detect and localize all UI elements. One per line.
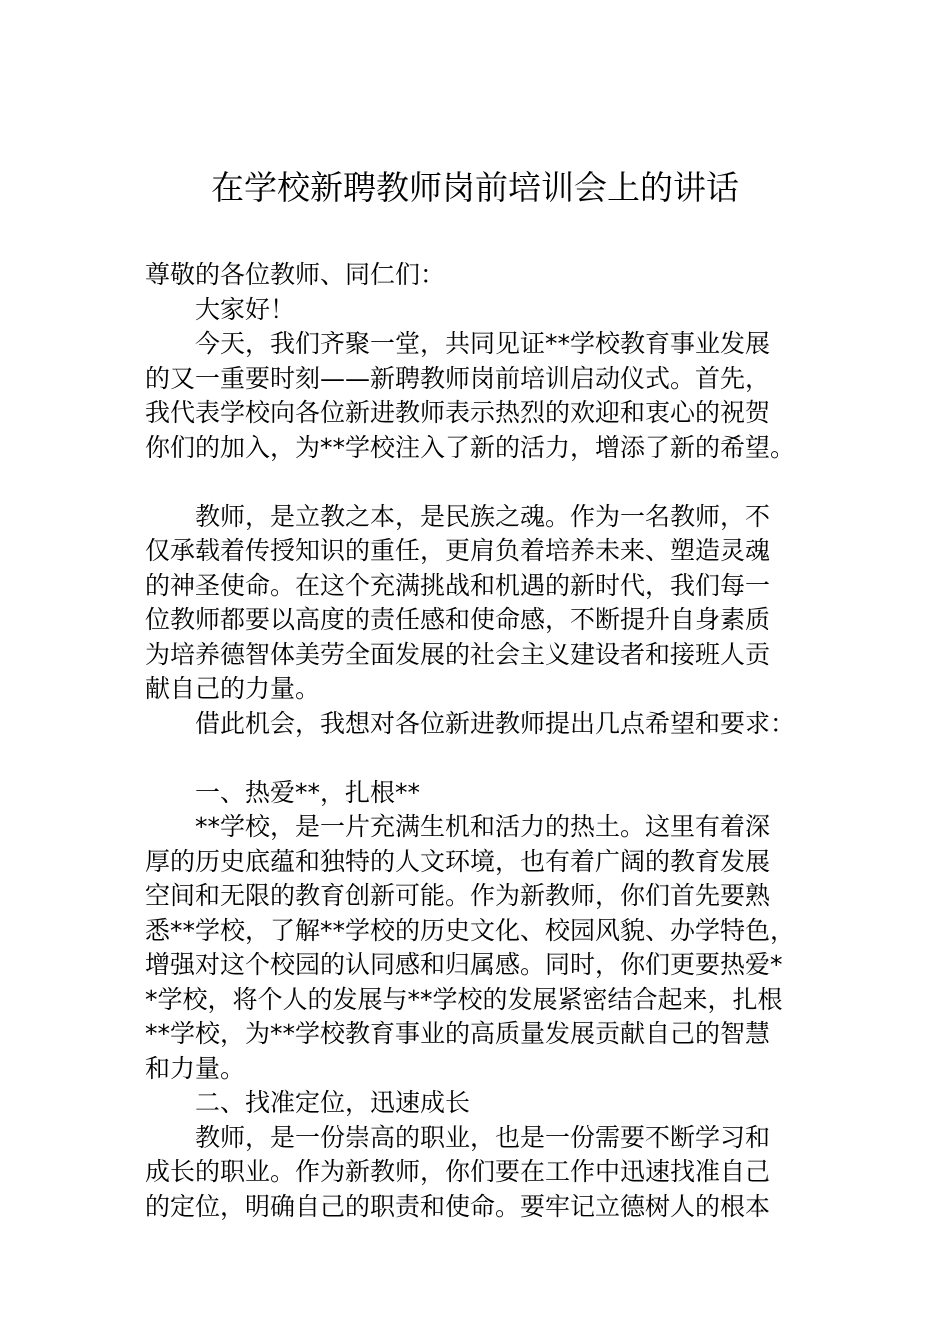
paragraph-line: 教师，是一份崇高的职业，也是一份需要不断学习和	[195, 1122, 771, 1152]
paragraph-line: 和力量。	[145, 1053, 246, 1083]
paragraph-line: 今天，我们齐聚一堂，共同见证**学校教育事业发展	[195, 329, 771, 358]
paragraph-line: 献自己的力量。	[145, 674, 321, 703]
paragraph-line: 位教师都要以高度的责任感和使命感，不断提升自身素质	[145, 605, 771, 634]
document-title: 在学校新聘教师岗前培训会上的讲话	[211, 168, 739, 207]
paragraph-line: 悉**学校，了解**学校的历史文化、校园风貌、办学特色，	[145, 915, 796, 945]
paragraph-line: 的又一重要时刻——新聘教师岗前培训启动仪式。首先，	[145, 363, 771, 393]
paragraph-line: 教师，是立教之本，是民族之魂。作为一名教师，不	[195, 501, 771, 531]
section-heading-1: 一、热爱**，扎根**	[195, 777, 421, 807]
paragraph-line: *学校，将个人的发展与**学校的发展紧密结合起来，扎根	[145, 984, 783, 1014]
paragraph-line: 的神圣使命。在这个充满挑战和机遇的新时代，我们每一	[145, 570, 771, 600]
paragraph-line: **学校，是一片充满生机和活力的热土。这里有着深	[195, 812, 771, 841]
document-body	[145, 258, 835, 1224]
paragraph-line: 厚的历史底蕴和独特的人文环境，也有着广阔的教育发展	[145, 846, 771, 876]
greeting: 大家好！	[195, 294, 296, 324]
paragraph-line: 你们的加入，为**学校注入了新的活力，增添了新的希望。	[145, 432, 796, 462]
paragraph-line: 我代表学校向各位新进教师表示热烈的欢迎和衷心的祝贺	[145, 398, 771, 427]
paragraph-line: 成长的职业。作为新教师，你们要在工作中迅速找准自己	[145, 1157, 771, 1186]
section-heading-2: 二、找准定位，迅速成长	[195, 1088, 471, 1117]
paragraph-gap	[145, 465, 835, 500]
salutation: 尊敬的各位教师、同仁们：	[145, 260, 446, 289]
paragraph-line: 的定位，明确自己的职责和使命。要牢记立德树人的根本	[145, 1191, 771, 1221]
paragraph-line: 增强对这个校园的认同感和归属感。同时，你们更要热爱*	[145, 950, 783, 979]
paragraph-line: 为培养德智体美劳全面发展的社会主义建设者和接班人贡	[145, 639, 771, 669]
paragraph-line: 空间和无限的教育创新可能。作为新教师，你们首先要熟	[145, 881, 771, 910]
paragraph-line: 借此机会，我想对各位新进教师提出几点希望和要求：	[195, 708, 796, 738]
paragraph-line: 仅承载着传授知识的重任，更肩负着培养未来、塑造灵魂	[145, 536, 771, 565]
paragraph-gap	[145, 741, 835, 776]
paragraph-line: **学校，为**学校教育事业的高质量发展贡献自己的智慧	[145, 1019, 771, 1048]
